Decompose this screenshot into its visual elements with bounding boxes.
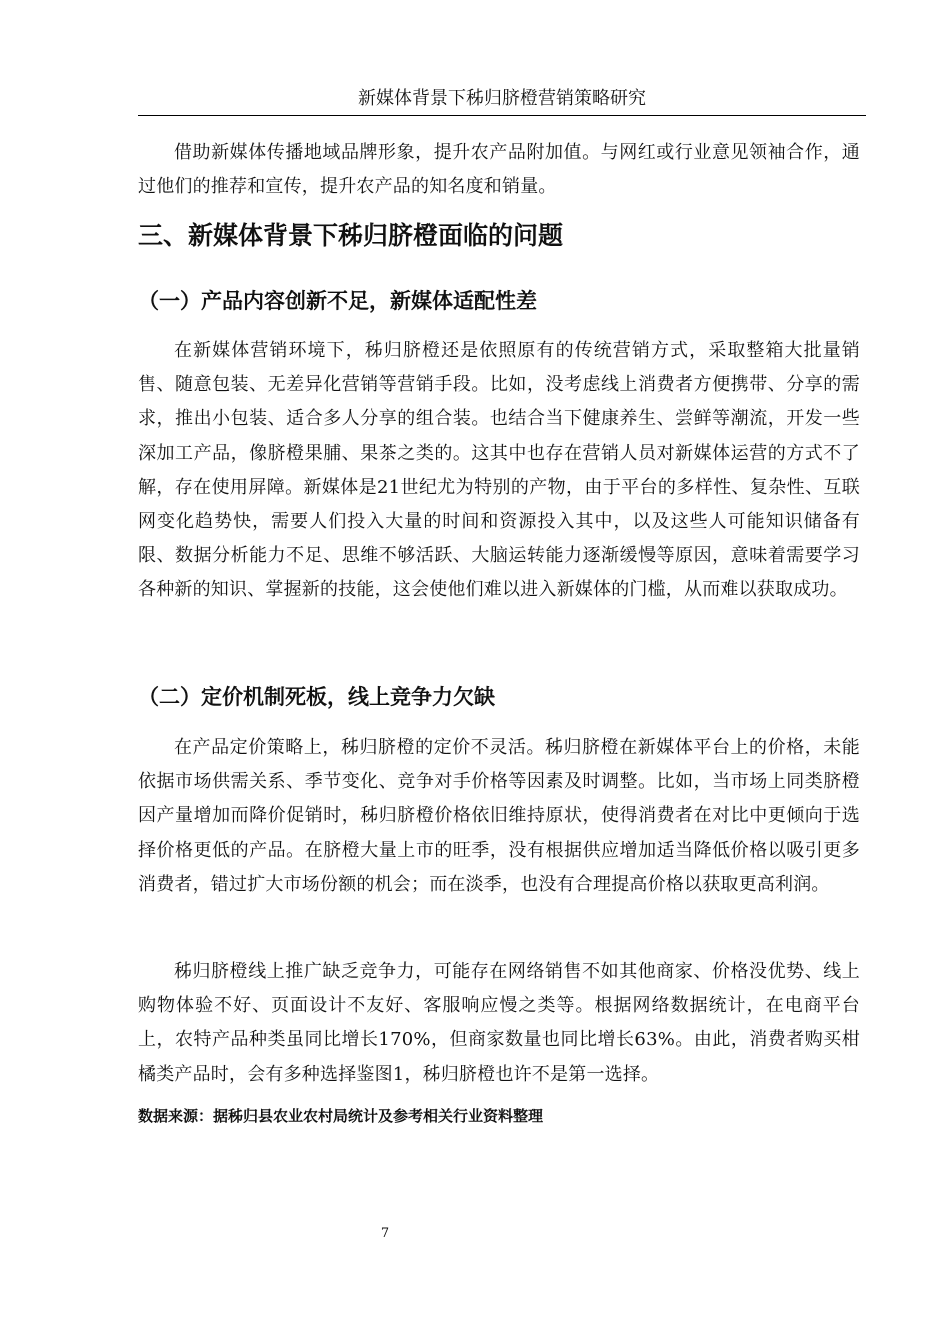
subsection-2-paragraph-2: 秭归脐橙线上推广缺乏竞争力，可能存在网络销售不如其他商家、价格没优势、线上购物体验不好、页面设计不友好、客服响应慢之类等。根据网络数据统计，在电商平台上，农特产品种类虽同比增长170%，但商家数量也同比增长63%。由此，消费者购买柑橘类产品时，会有多种选择鉴图1，秭归脐橙也许不是第一选择。 <box>138 961 860 1085</box>
header-divider <box>138 115 866 116</box>
intro-paragraph: 借助新媒体传播地域品牌形象，提升农产品附加值。与网红或行业意见领袖合作，通过他们的推荐和宣传，提升农产品的知名度和销量。 <box>138 142 860 198</box>
subsection-1-paragraph: 在新媒体营销环境下，秭归脐橙还是依照原有的传统营销方式，采取整箱大批量销售、随意包装、无差异化营销等营销手段。比如，没考虑线上消费者方便携带、分享的需求，推出小包装、适合多人分享的组合装。也结合当下健康养生、尝鲜等潮流，开发一些深加工产品，像脐橙果脯、果茶之类的。这其中也存在营销人员对新媒体运营的方式不了解，存在使用屏障。新媒体是21世纪尤为特别的产物，由于平台的多样性、复杂性、互联网变化趋势快，需要人们投入大量的时间和资源投入其中，以及这些人可能知识储备有限、数据分析能力不足、思维不够活跃、大脑运转能力逐渐缓慢等原因，意味着需要学习各种新的知识、掌握新的技能，这会使他们难以进入新媒体的门槛，从而难以获取成功。 <box>138 340 860 601</box>
subsection-1-heading: （一）产品内容创新不足，新媒体适配性差 <box>138 289 537 313</box>
subsection-2-heading: （二）定价机制死板，线上竞争力欠缺 <box>138 685 495 709</box>
data-source-note: 数据来源：据秭归县农业农村局统计及参考相关行业资料整理 <box>138 1107 544 1125</box>
subsection-2-paragraph-1: 在产品定价策略上，秭归脐橙的定价不灵活。秭归脐橙在新媒体平台上的价格，未能依据市场供需关系、季节变化、竞争对手价格等因素及时调整。比如，当市场上同类脐橙因产量增加而降价促销时，秭归脐橙价格依旧维持原状，使得消费者在对比中更倾向于选择价格更低的产品。在脐橙大量上市的旺季，没有根据供应增加适当降低价格以吸引更多消费者，错过扩大市场份额的机会；而在淡季，也没有合理提高价格以获取更高利润。 <box>138 737 860 895</box>
running-header-title: 新媒体背景下秭归脐橙营销策略研究 <box>358 88 646 109</box>
page-number: 7 <box>380 1226 390 1241</box>
section-heading: 三、新媒体背景下秭归脐橙面临的问题 <box>138 221 564 250</box>
